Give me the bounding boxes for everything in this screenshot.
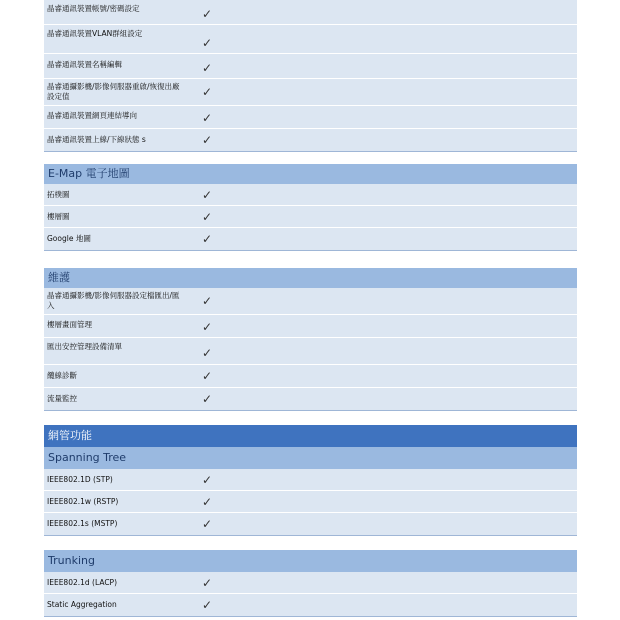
check-icon: ✓ — [202, 294, 213, 308]
check-icon: ✓ — [202, 495, 213, 509]
table-row — [44, 0, 577, 25]
network-management-table — [44, 425, 577, 536]
row-label: IEEE802.1D (STP) — [47, 475, 113, 484]
trunking-table — [44, 550, 577, 617]
table-row — [44, 206, 577, 228]
table-row — [44, 184, 577, 206]
check-icon: ✓ — [202, 188, 213, 202]
row-label: 晶睿通訊裝置帳號/密碼設定 — [47, 4, 140, 13]
table-row — [44, 315, 577, 338]
table-row — [44, 469, 577, 491]
row-label: 晶睿通攝影機/影像伺服器設定檔匯出/匯入 — [47, 291, 180, 310]
check-icon: ✓ — [202, 232, 213, 246]
check-icon: ✓ — [202, 133, 213, 147]
table-row — [44, 228, 577, 251]
section-header-maintenance: 維護 — [44, 268, 577, 288]
table-row — [44, 491, 577, 513]
row-label: 拓樸圖 — [47, 190, 70, 199]
row-label: 樓層圖 — [47, 212, 70, 221]
check-icon: ✓ — [202, 576, 213, 590]
table-row — [44, 79, 577, 106]
table-row — [44, 365, 577, 388]
check-icon: ✓ — [202, 210, 213, 224]
row-label: 晶睿通訊裝置VLAN群組設定 — [47, 29, 143, 38]
table-row — [44, 594, 577, 617]
check-icon: ✓ — [202, 392, 213, 406]
emap-table — [44, 164, 577, 251]
row-label: Google 地圖 — [47, 234, 91, 243]
check-icon: ✓ — [202, 320, 213, 334]
table-row — [44, 572, 577, 594]
table-row — [44, 513, 577, 536]
row-label: 纜線診斷 — [47, 371, 77, 380]
maintenance-table — [44, 268, 577, 411]
check-icon: ✓ — [202, 369, 213, 383]
section-header-network-management: 網管功能 — [44, 425, 577, 447]
check-icon: ✓ — [202, 473, 213, 487]
check-icon: ✓ — [202, 517, 213, 531]
table-row — [44, 129, 577, 152]
table-row — [44, 25, 577, 54]
check-icon: ✓ — [202, 36, 213, 50]
table-row — [44, 288, 577, 315]
subheader-spanning-tree: Spanning Tree — [44, 447, 577, 469]
table-row — [44, 54, 577, 79]
table-row — [44, 388, 577, 411]
row-label: 晶睿通訊裝置上線/下線狀態 s — [47, 135, 146, 144]
row-label: 晶睿通訊裝置網頁連結導向 — [47, 111, 137, 120]
check-icon: ✓ — [202, 61, 213, 75]
check-icon: ✓ — [202, 7, 213, 21]
row-label: IEEE802.1s (MSTP) — [47, 519, 118, 528]
row-label: 晶睿通攝影機/影像伺服器重啟/恢復出廠設定值 — [47, 82, 180, 101]
row-label: 匯出安控管理設備清單 — [47, 342, 122, 351]
row-label: IEEE802.1w (RSTP) — [47, 497, 119, 506]
table-row — [44, 338, 577, 365]
row-label: IEEE802.1d (LACP) — [47, 578, 118, 587]
section-header-emap: E-Map 電子地圖 — [44, 164, 577, 184]
row-label: Static Aggregation — [47, 600, 117, 609]
check-icon: ✓ — [202, 111, 213, 125]
row-label: 樓層畫面管理 — [47, 320, 92, 329]
section-header-trunking: Trunking — [44, 550, 577, 572]
check-icon: ✓ — [202, 598, 213, 612]
table-row — [44, 106, 577, 129]
row-label: 晶睿通訊裝置名稱編輯 — [47, 60, 122, 69]
device-management-table — [44, 0, 577, 152]
check-icon: ✓ — [202, 85, 213, 99]
check-icon: ✓ — [202, 346, 213, 360]
row-label: 流量監控 — [47, 394, 77, 403]
